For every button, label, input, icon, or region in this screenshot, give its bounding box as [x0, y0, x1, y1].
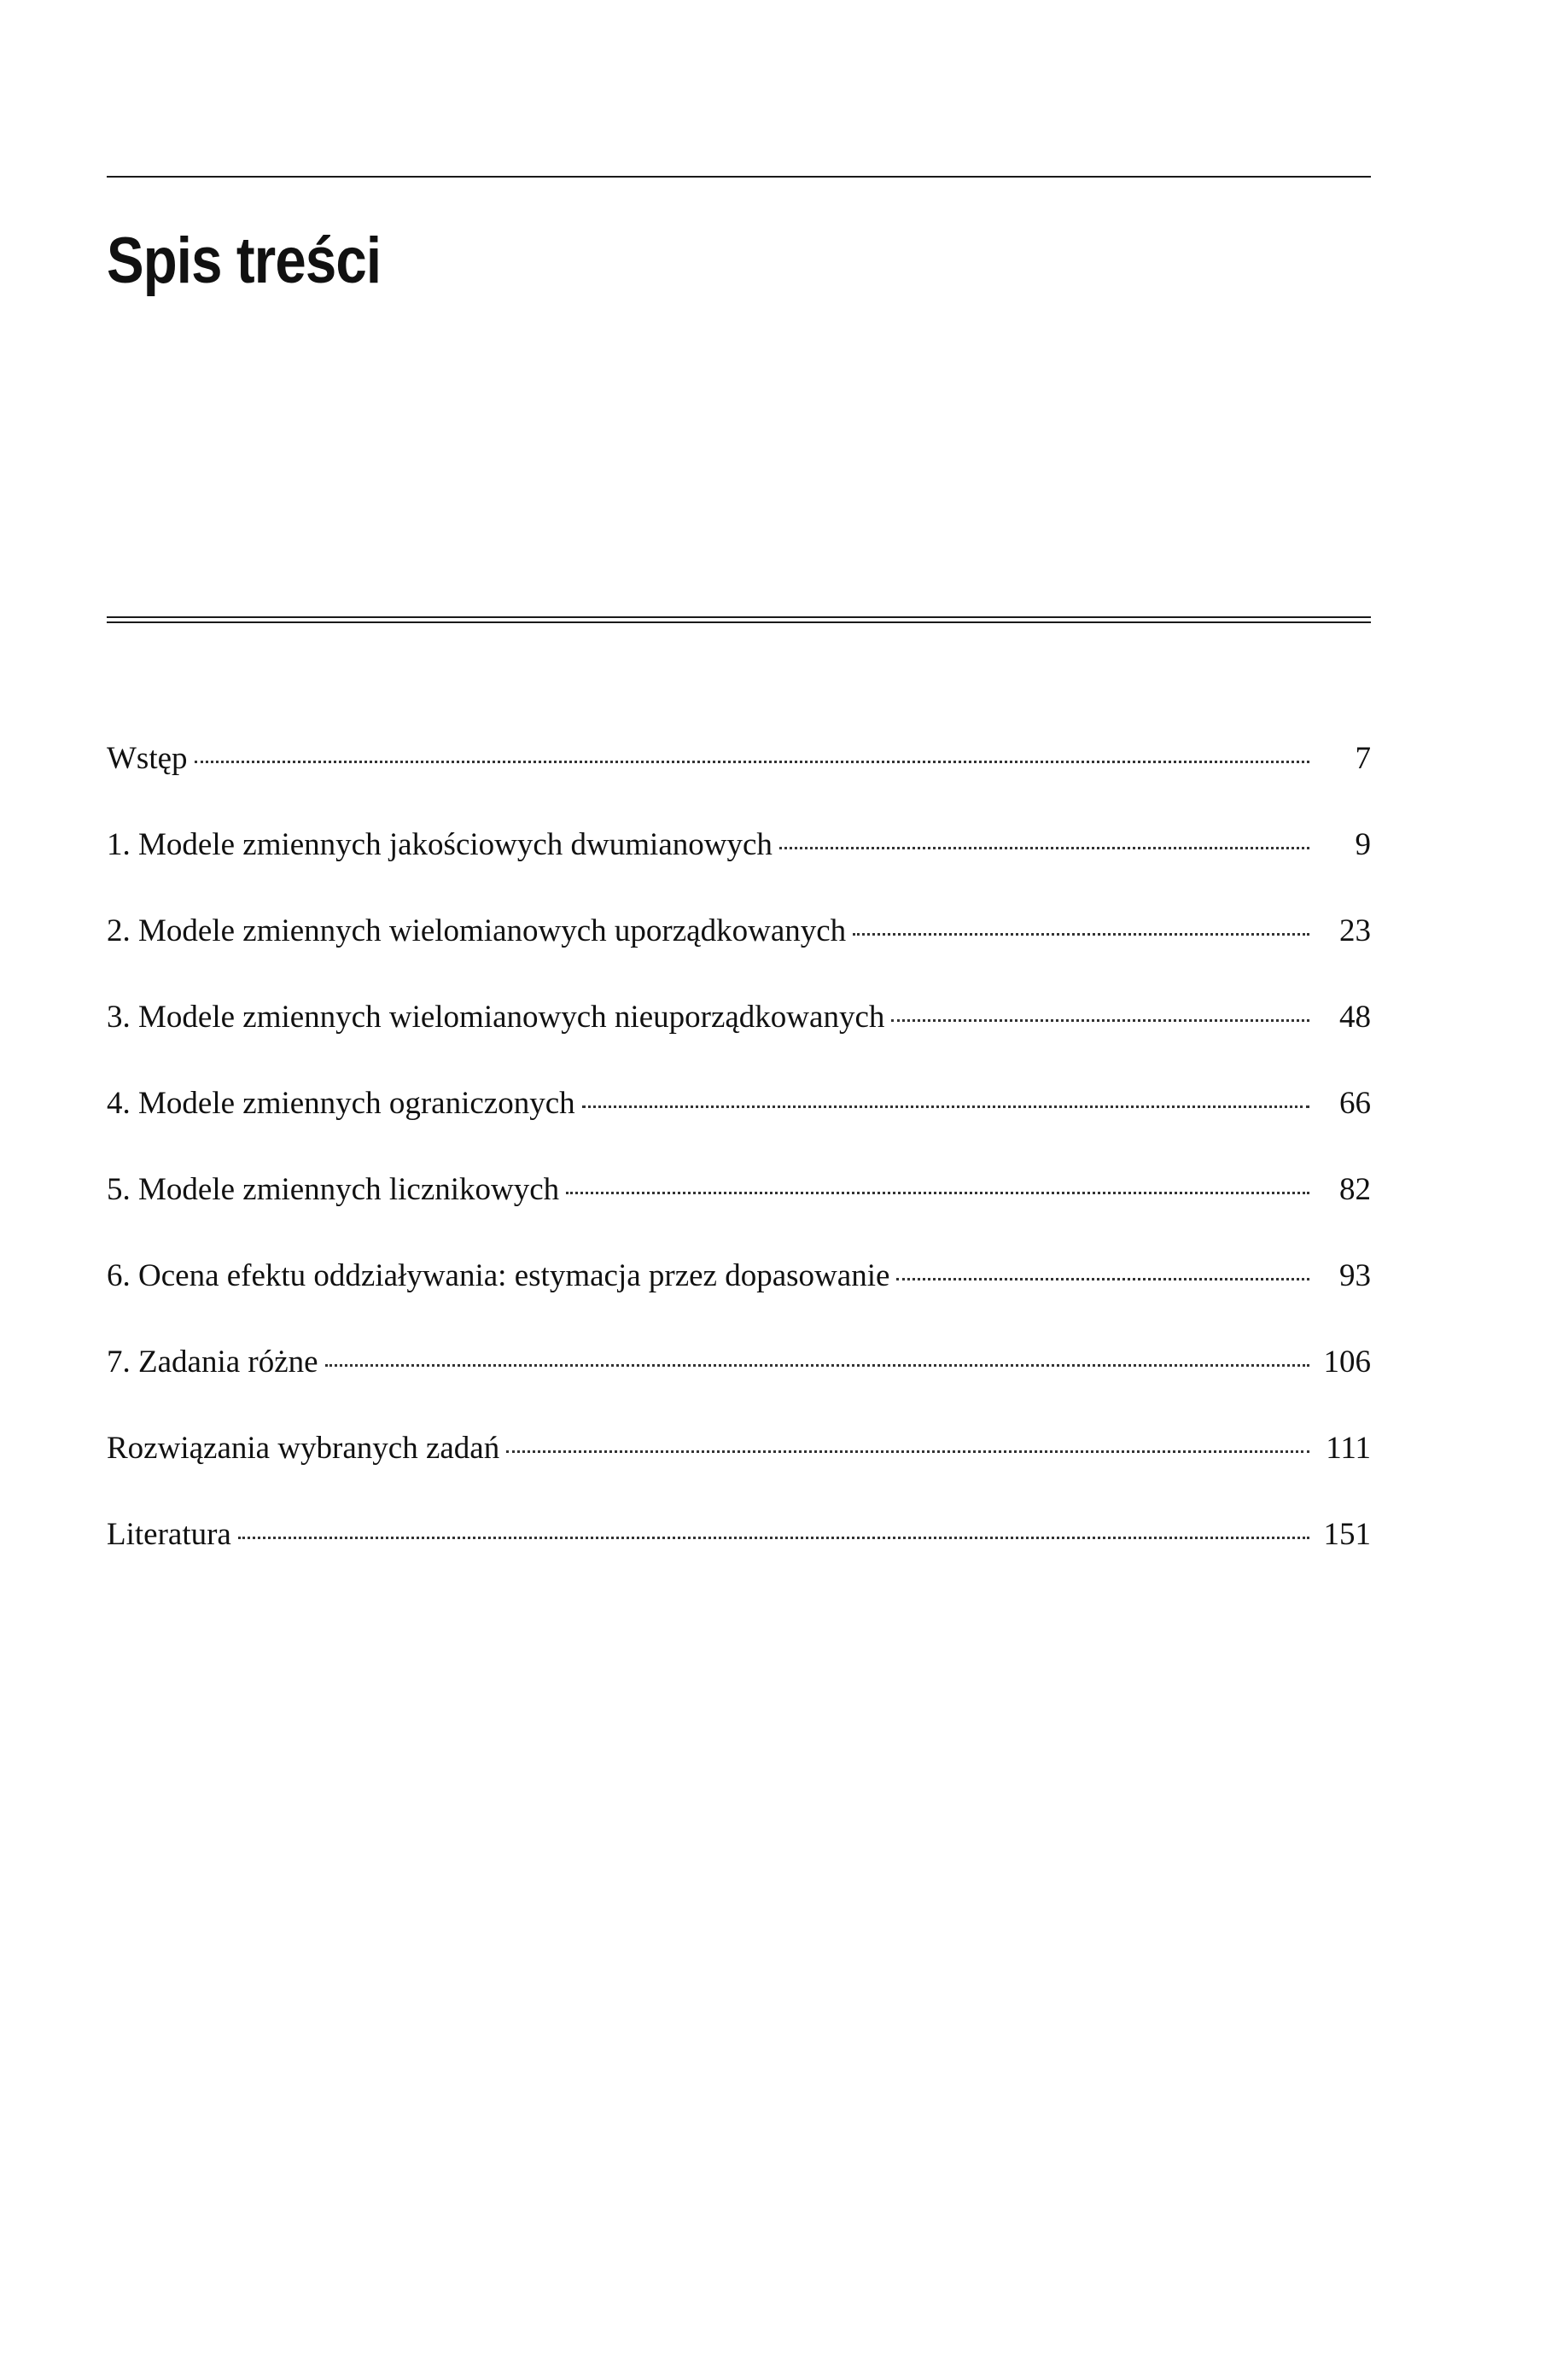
toc-entry-title: 2. Modele zmiennych wielomianowych uporządkowanych: [107, 913, 847, 948]
double-rule: [107, 616, 1371, 623]
toc-entry-page: 82: [1339, 1172, 1371, 1207]
toc-entry-title: 6. Ocena efektu oddziaływania: estymacja przez dopasowanie: [107, 1258, 890, 1293]
toc-dot-leader: [779, 847, 1309, 849]
table-of-contents: [107, 743, 1371, 1605]
toc-entry: [107, 1174, 1371, 1260]
toc-entry-title: 3. Modele zmiennych wielomianowych nieuporządkowanych: [107, 1000, 885, 1035]
toc-entry-page: 9: [1355, 827, 1371, 862]
toc-dot-leader: [891, 1019, 1309, 1022]
toc-entry-title: Literatura: [107, 1517, 231, 1552]
toc-entry: [107, 829, 1371, 915]
toc-entry-title: 5. Modele zmiennych licznikowych: [107, 1172, 560, 1207]
toc-dot-leader: [325, 1364, 1309, 1367]
toc-entry: [107, 1088, 1371, 1174]
toc-entry-page: 151: [1323, 1517, 1371, 1552]
top-rule: [107, 176, 1371, 178]
toc-dot-leader: [853, 933, 1309, 936]
toc-entry-page: 106: [1323, 1345, 1371, 1380]
toc-entry: [107, 1432, 1371, 1519]
toc-entry-title: Wstęp: [107, 741, 188, 776]
toc-entry-title: 1. Modele zmiennych jakościowych dwumianowych: [107, 827, 773, 862]
toc-entry: [107, 1260, 1371, 1346]
toc-entry: [107, 1001, 1371, 1088]
toc-entry-page: 48: [1339, 1000, 1371, 1035]
toc-dot-leader: [195, 761, 1309, 763]
toc-entry: [107, 915, 1371, 1001]
toc-dot-leader: [566, 1192, 1309, 1194]
toc-entry: [107, 1346, 1371, 1432]
toc-entry-title: Rozwiązania wybranych zadań: [107, 1431, 500, 1466]
toc-entry-title: 4. Modele zmiennych ograniczonych: [107, 1086, 575, 1121]
toc-dot-leader: [238, 1537, 1309, 1539]
toc-entry-page: 23: [1339, 913, 1371, 948]
toc-dot-leader: [896, 1278, 1309, 1280]
toc-dot-leader: [582, 1105, 1309, 1108]
toc-entry: [107, 1519, 1371, 1605]
toc-entry-page: 66: [1339, 1086, 1371, 1121]
toc-entry: [107, 743, 1371, 829]
page-title: Spis treści: [107, 225, 382, 297]
toc-dot-leader: [506, 1450, 1309, 1453]
toc-entry-title: 7. Zadania różne: [107, 1345, 318, 1380]
toc-entry-page: 111: [1326, 1431, 1371, 1466]
toc-entry-page: 7: [1355, 741, 1371, 776]
toc-entry-page: 93: [1339, 1258, 1371, 1293]
